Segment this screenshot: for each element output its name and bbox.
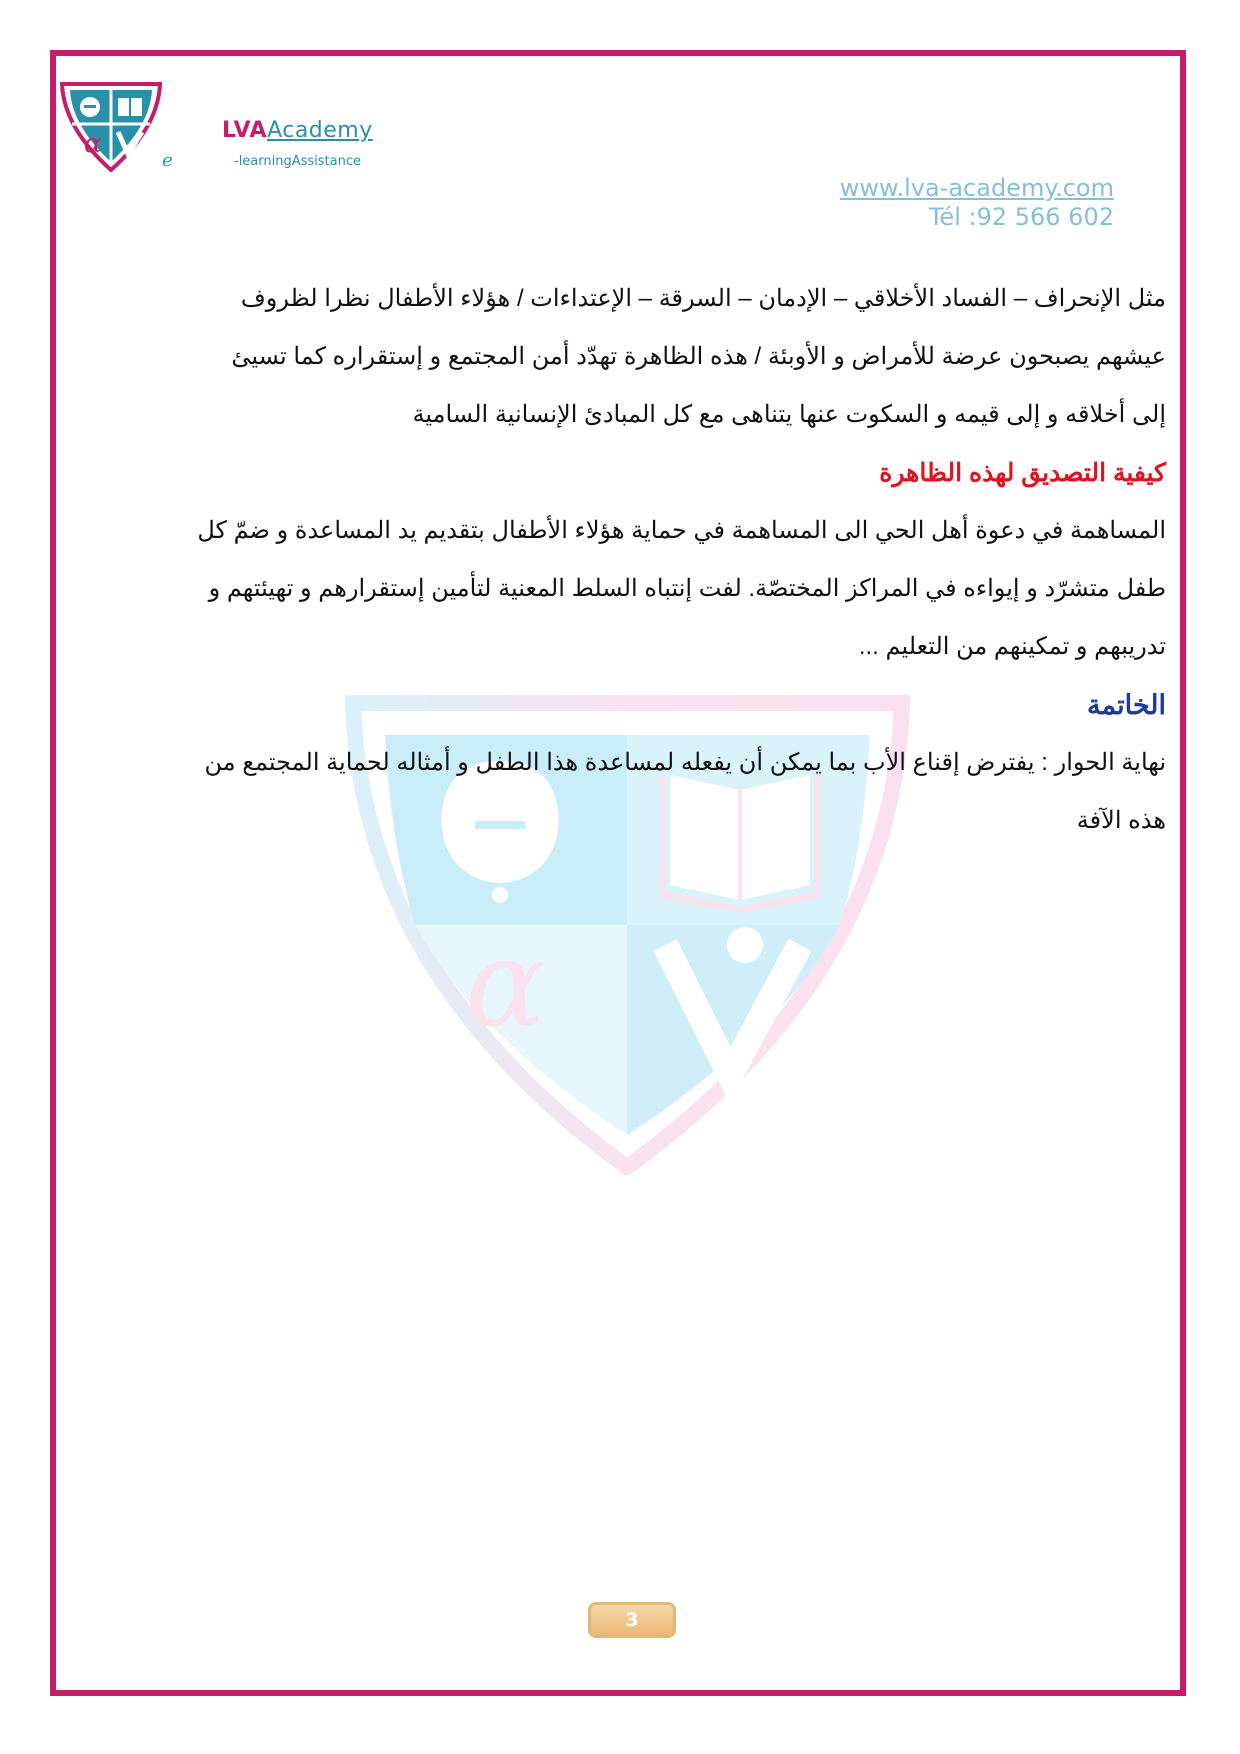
phone-number: Tél :92 566 602 [928,203,1114,231]
para1-line-3: إلى أخلاقه و إلى قيمه و السكوت عنها يتناهى مع كل المبادئ الإنسانية السامية [412,401,1166,428]
brand-academy: Academy [267,118,373,143]
website-link[interactable]: www.lva-academy.com [839,174,1114,202]
para2-line-1: المساهمة في دعوة أهل الحي الى المساهمة في حماية هؤلاء الأطفال بتقديم يد المساعدة و ضمّ كل [197,517,1166,544]
article-body [118,270,1166,850]
para1-line-1: مثل الإنحراف – الفساد الأخلاقي – الإدمان – السرقة – الإعتداءات / هؤلاء الأطفال نظرا لظروف [240,285,1166,312]
section-heading-confirmation: كيفية التصديق لهذه الظاهرة [879,459,1166,487]
brand-lva: LVA [222,118,268,143]
brand-tagline: -learningAssistance [234,154,361,169]
brand-name [222,118,373,143]
para1-line-2: عيشهم يصبحون عرضة للأمراض و الأوبئة / هذه الظاهرة تهدّد أمن المجتمع و إستقراره كما تسيئ [231,343,1166,370]
page-number-badge: 3 [588,1602,676,1638]
para3-line-2: هذه الآفة [1076,807,1166,834]
para2-line-2: طفل متشرّد و إيواءه في المراكز المختصّة. لفت إنتباه السلط المعنية لتأمين إستقرارهم و تهيئتهم و [208,575,1166,602]
para2-line-3: تدريبهم و تمكينهم من التعليم ... [858,633,1166,660]
svg-text:α: α [84,129,102,159]
section-heading-conclusion: الخاتمة [1087,690,1166,720]
logo-letter: e [162,150,173,171]
para3-line-1: نهاية الحوار : يفترض إقناع الأب بما يمكن أن يفعله لمساعدة هذا الطفل و أمثاله لحماية المجتمع من [204,749,1166,776]
svg-text:α: α [465,915,547,1054]
contact-block [840,174,1114,232]
lva-shield-logo-icon [58,80,164,172]
